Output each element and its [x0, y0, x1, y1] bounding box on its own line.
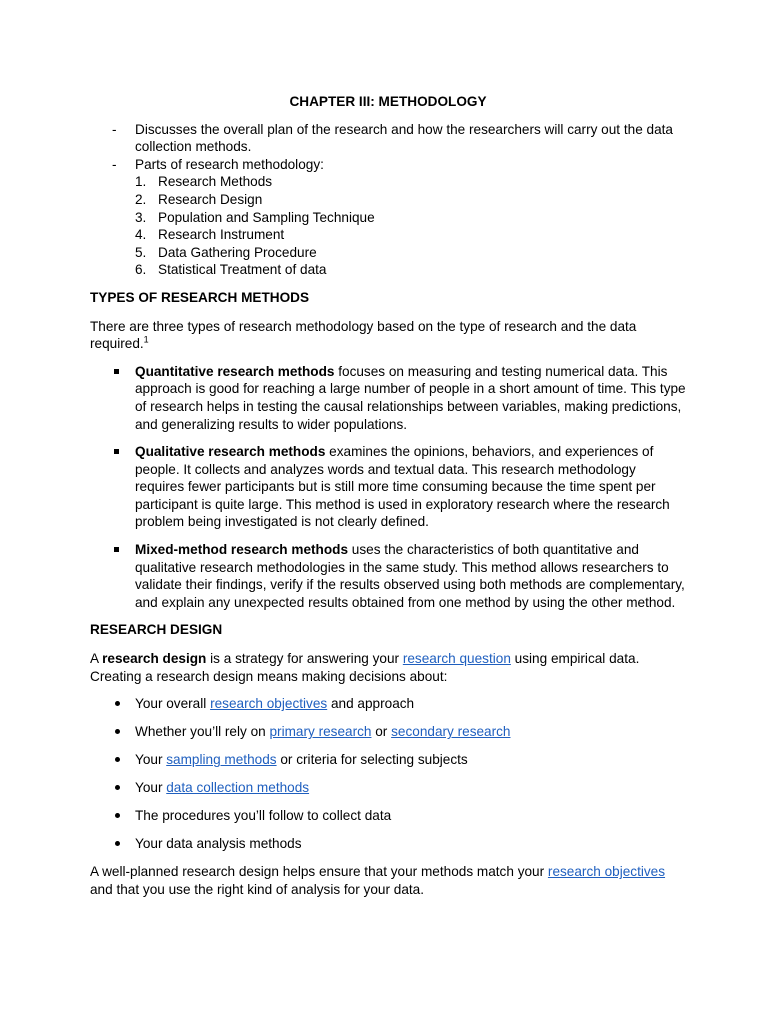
list-item: 4. Research Instrument: [135, 227, 285, 243]
bullet-icon: [115, 841, 120, 846]
primary-research-link[interactable]: primary research: [269, 724, 372, 740]
data-collection-methods-link[interactable]: data collection methods: [166, 780, 310, 796]
intro-list: [90, 121, 686, 279]
list-item: 6. Statistical Treatment of data: [135, 262, 327, 278]
chapter-title: CHAPTER III: METHODOLOGY: [289, 94, 487, 109]
square-bullet-icon: [114, 449, 119, 454]
list-item: Quantitative research methods focuses on measuring and testing numerical data. This approach is good for reaching a large number of people in a short amount of time. This type of research helps in testing the causal relationships between variables, making predictions, and generalizing results to wider populations.: [90, 363, 686, 433]
list-item: The procedures you’ll follow to collect data: [90, 807, 686, 825]
list-item: Qualitative research methods examines the opinions, behaviors, and experiences of people. It collects and analyzes words and textual data. This research methodology requires fewer participants but is still more time consuming because the time spent per participant is quite large. This method is used in exploratory research where the research problem being investigated is not clearly defined.: [90, 443, 686, 531]
sampling-methods-link[interactable]: sampling methods: [166, 752, 277, 768]
bullet-icon: [115, 729, 120, 734]
list-item: Your sampling methods or criteria for selecting subjects: [90, 751, 686, 769]
list-item: 5. Data Gathering Procedure: [135, 244, 317, 260]
secondary-research-link[interactable]: secondary research: [391, 724, 511, 740]
list-item: Mixed-method research methods uses the characteristics of both quantitative and qualitative research methodologies in the same study. This method allows researchers to validate their findings, verify if the results observed using both methods are complementary, and explain any unexpected results obtained from one method by using the other method.: [90, 541, 686, 611]
dash-marker: -: [112, 156, 117, 172]
list-item: 2. Research Design: [135, 191, 263, 207]
intro-item-text: Parts of research methodology:: [135, 156, 324, 172]
intro-item: [90, 156, 686, 279]
intro-item-text: Discusses the overall plan of the research and how the researchers will carry out the data collection methods.: [135, 121, 673, 155]
bullet-icon: [115, 701, 120, 706]
dash-marker: -: [112, 121, 117, 137]
intro-item: [90, 121, 686, 156]
design-decisions-list: [90, 695, 686, 853]
list-item: Your overall research objectives and approach: [90, 695, 686, 713]
list-item: 3. Population and Sampling Technique: [135, 209, 375, 225]
list-item: 1. Research Methods: [135, 174, 273, 190]
design-closing-paragraph: A well-planned research design helps ensure that your methods match your research objectives and that you use the right kind of analysis for your data.: [90, 864, 666, 897]
types-intro-paragraph: There are three types of research methodology based on the type of research and the data required.$^1$: [90, 318, 637, 352]
list-item: Your data analysis methods: [90, 835, 686, 853]
list-item: Whether you’ll rely on primary research or secondary research: [90, 723, 686, 741]
section-heading-design: RESEARCH DESIGN: [90, 622, 223, 638]
bullet-icon: [115, 785, 120, 790]
square-bullet-icon: [114, 369, 119, 374]
research-question-link[interactable]: research question: [402, 651, 511, 667]
design-paragraph: A research design is a strategy for answering your research question using empirical data. Creating a research design means making decisions about:: [90, 651, 640, 684]
document-body: [90, 93, 686, 908]
research-objectives-link[interactable]: research objectives: [547, 864, 666, 880]
research-types-list: [90, 363, 686, 612]
square-bullet-icon: [114, 547, 119, 552]
bullet-icon: [115, 757, 120, 762]
list-item: Your data collection methods: [90, 779, 686, 797]
bullet-icon: [115, 813, 120, 818]
research-objectives-link[interactable]: research objectives: [210, 696, 328, 712]
footnote-ref[interactable]: 1: [143, 334, 149, 345]
section-heading-types: TYPES OF RESEARCH METHODS: [90, 289, 310, 305]
methodology-parts-list: [135, 173, 686, 279]
